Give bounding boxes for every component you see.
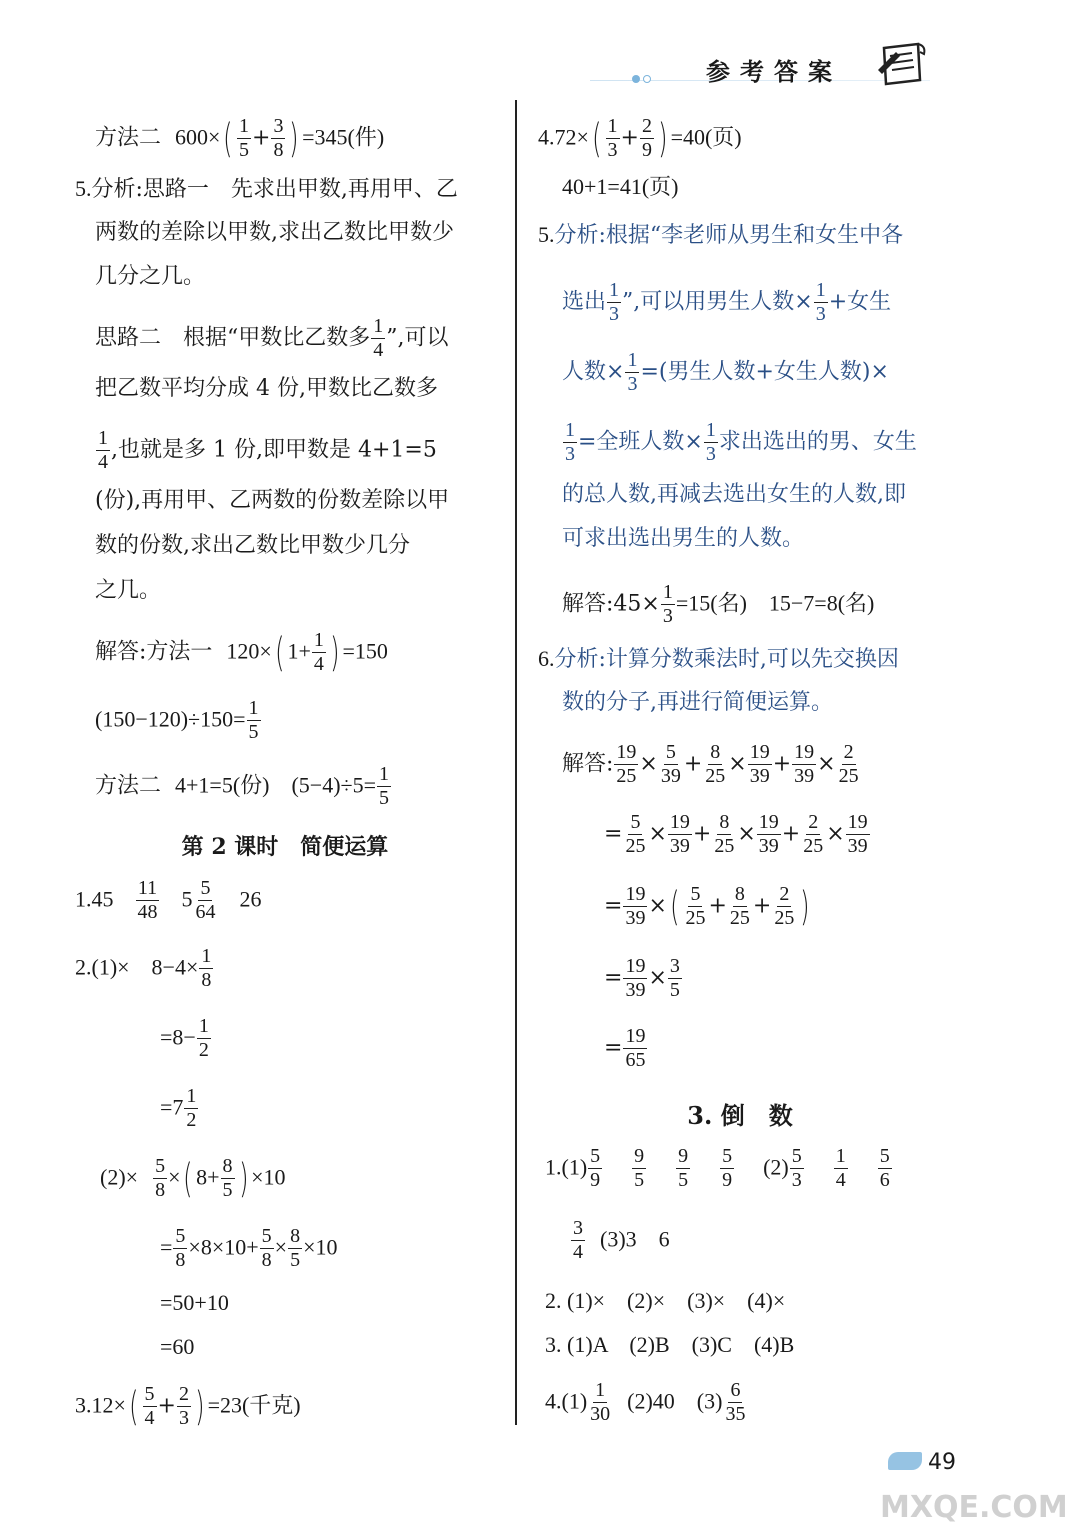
right-q5-line2: 选出 $\frac{1}{3}$ ”,可以用男生人数× $\frac{1}{3}$ +女生 [562, 279, 892, 325]
right-q6-line1: 6.分析:计算分数乘法时,可以先交换因 [538, 646, 899, 672]
left-s2-q2-part2-line2: = $\frac{5}{8}$ ×8×10+ $\frac{5}{8}$ × $\frac{8}{5}$ ×10 [160, 1225, 338, 1271]
page-corner-decoration [888, 1452, 922, 1470]
right-q5-answer: 解答:45× $\frac{1}{3}$ =15(名) 15−7=8(名) [562, 581, 875, 627]
right-q6-answer-line4: = $\frac{19}{39}$ × $\frac{3}{5}$ [604, 955, 680, 1001]
right-q6-answer-line1: 解答: $\frac{19}{25}$ × $\frac{5}{39}$ + $\frac{8}{25}$ × $\frac{19}{39}$ + $\frac{19}{39}$ × $\frac{2}{25}$ [562, 741, 859, 787]
right-q5-line5: 的总人数,再减去选出女生的人数,即 [562, 482, 906, 507]
right-q6-answer-line2: = $\frac{5}{25}$ × $\frac{19}{39}$ + $\frac{8}{25}$ × $\frac{19}{39}$ + $\frac{2}{25}$ × $\frac{19}{39}$ [604, 811, 868, 857]
right-q4-line1: 4.72×( $\frac{1}{3}$ + $\frac{2}{9}$ ) =40(页) [538, 115, 742, 162]
left-q5-line6: $\frac{1}{4}$ ,也就是多 1 份,即甲数是 4+1=5 [98, 427, 437, 473]
left-q5-line7: (份),再用甲、乙两数的份数差除以甲 [95, 488, 450, 513]
right-s3-q2: 2. (1)× (2)× (3)× (4)× [545, 1288, 786, 1313]
section-heading-lesson2: 第 2 课时 简便运算 [181, 834, 389, 860]
left-s2-q2-line1: 2.(1)× 8−4× $\frac{1}{8}$ [75, 945, 212, 991]
left-q5-line8: 数的份数,求出乙数比甲数少几分 [95, 533, 410, 558]
left-method2-line: 方法二 600×( $\frac{1}{5}$ + $\frac{3}{8}$ ) =345(件) [95, 115, 385, 162]
right-q6-answer-line3: = $\frac{19}{39}$ ×( $\frac{5}{25}$ + $\frac{8}{25}$ + $\frac{2}{25}$ ) [604, 883, 810, 930]
left-s2-q2-line2: =8− $\frac{1}{2}$ [160, 1015, 209, 1061]
left-answer-method1: 解答:方法一 120×( 1+ $\frac{1}{4}$ ) =150 [95, 629, 388, 676]
right-q5-line6: 可求出选出男生的人数。 [562, 526, 805, 551]
right-s3-q1-line1: 1.(1) $\frac{5}{9}$ $\frac{9}{5}$ $\frac{9}{5}$ $\frac{5}{9}$ (2) $\frac{5}{3}$ $\frac{1}{4}$ $\frac{5}{6}$ [545, 1145, 890, 1191]
left-s2-q2-part2-line3: =50+10 [160, 1290, 229, 1315]
right-s3-q4: 4.(1) $\frac{1}{30}$ (2)40 (3) $\frac{6}{35}$ [545, 1379, 746, 1425]
left-q5-line2: 两数的差除以甲数,求出乙数比甲数少 [95, 220, 454, 245]
left-q5-line4: 思路二 根据“甲数比乙数多 $\frac{1}{4}$ ”,可以 [95, 315, 449, 361]
left-s2-q3: 3.12×( $\frac{5}{4}$ + $\frac{2}{3}$ ) =23(千克) [75, 1383, 301, 1430]
right-q5-line4: $\frac{1}{3}$ =全班人数× $\frac{1}{3}$ 求出选出的男、女生 [565, 419, 917, 465]
left-q5-line1: 5.分析:思路一 先求出甲数,再用甲、乙 [75, 176, 458, 202]
page-number: 49 [928, 1450, 956, 1475]
watermark-text: MXQE.COM [880, 1490, 1068, 1525]
right-q6-answer-line5: = $\frac{19}{65}$ [604, 1025, 646, 1071]
left-q5-line5: 把乙数平均分成 4 份,甲数比乙数多 [95, 376, 438, 401]
left-s2-q2-part2-line4: =60 [160, 1334, 195, 1359]
left-answer-method1-line2: (150−120)÷150= $\frac{1}{5}$ [95, 697, 259, 743]
right-s3-q1-line2: $\frac{3}{4}$ (3)3 6 [573, 1217, 670, 1263]
left-s2-q2-part2: (2)× $\frac{5}{8}$ ×( 8+ $\frac{8}{5}$ ) ×10 [100, 1155, 286, 1202]
page-header-title: 参考答案 [706, 58, 842, 86]
right-q5-line1: 5.分析:根据“李老师从男生和女生中各 [538, 222, 904, 248]
right-q4-line2: 40+1=41(页) [562, 174, 679, 199]
column-divider [515, 100, 517, 1425]
left-q5-line3: 几分之几。 [95, 264, 206, 289]
right-q6-line2: 数的分子,再进行简便运算。 [562, 690, 833, 715]
right-q5-line3: 人数× $\frac{1}{3}$ =(男生人数+女生人数)× [562, 349, 889, 395]
header-dots [632, 64, 654, 89]
section-heading-reciprocal: 3. 倒 数 [687, 1101, 793, 1130]
left-q5-line9: 之几。 [95, 578, 162, 603]
left-s2-q2-line3: =7 $\frac{1}{2}$ [160, 1085, 197, 1131]
left-s2-q1: 1.45 $\frac{11}{48}$ 5 $\frac{5}{64}$ 26 [75, 877, 262, 923]
right-s3-q3: 3. (1)A (2)B (3)C (4)B [545, 1332, 795, 1357]
notebook-pen-icon [874, 40, 934, 96]
left-answer-method2: 方法二 4+1=5(份) (5−4)÷5= $\frac{1}{5}$ [95, 763, 390, 809]
